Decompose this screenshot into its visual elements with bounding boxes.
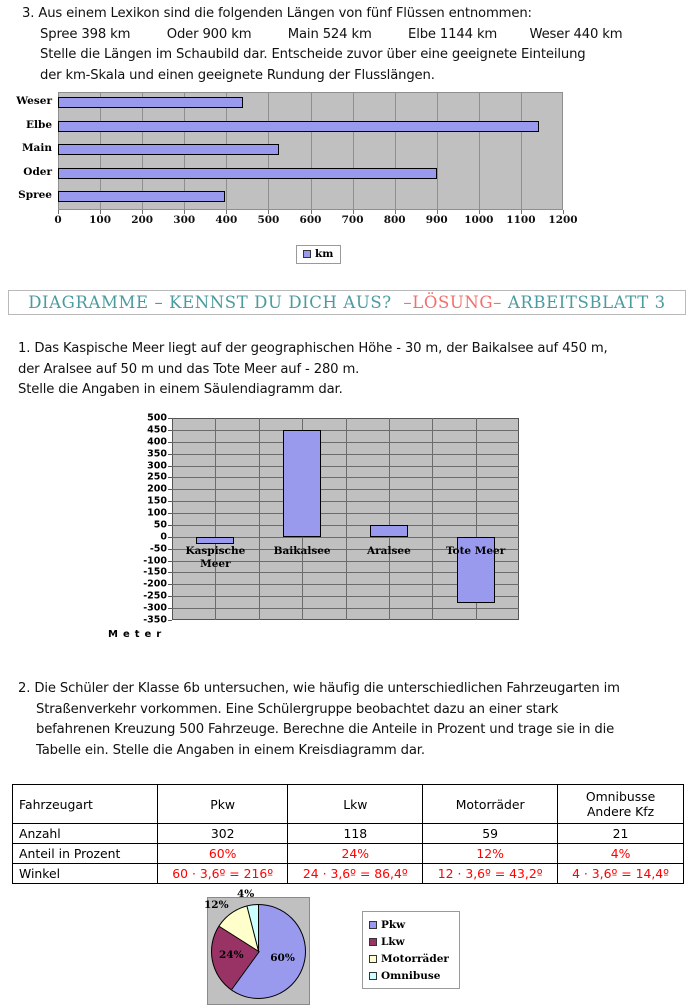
chart1-category-label: Main [21, 142, 52, 155]
chart2-gridline-vertical [259, 418, 260, 620]
chart2-category-label: Aralsee [367, 544, 411, 557]
chart2-category-label: Kaspische Meer [185, 544, 246, 570]
table-cell: 4% [558, 844, 684, 864]
chart1-bar [58, 191, 225, 202]
table-cell: 60% [158, 844, 288, 864]
chart1-bar [58, 121, 539, 132]
chart2-y-tick-label: -200 [143, 578, 167, 590]
chart2-column [370, 525, 408, 537]
table-row [13, 864, 684, 884]
pie-legend-item [369, 916, 449, 933]
chart2-y-tick [168, 620, 172, 621]
chart2-y-tick [168, 537, 172, 538]
pie-legend-label: Motorräder [381, 952, 449, 965]
chart2-y-tick-label: 150 [147, 495, 167, 507]
chart1-x-tick-label: 700 [341, 214, 364, 226]
chart2-y-tick [168, 584, 172, 585]
chart2-y-tick-label: -50 [149, 543, 167, 555]
chart2-column [283, 430, 321, 537]
banner-title-main: DIAGRAMME – KENNST DU DICH AUS? [28, 293, 404, 312]
chart2-y-tick-label: -250 [143, 590, 167, 602]
chart1-legend [296, 245, 341, 264]
chart2-y-tick-label: -300 [143, 602, 167, 614]
worksheet-title-banner [8, 290, 686, 315]
chart2-gridline-vertical [389, 418, 390, 620]
chart2-y-tick [168, 477, 172, 478]
chart1-category-row [16, 92, 563, 116]
chart2-y-tick [168, 513, 172, 514]
chart2-y-tick [168, 596, 172, 597]
chart1-x-tick-label: 100 [89, 214, 112, 226]
pie-legend-item [369, 933, 449, 950]
chart2-column [196, 537, 234, 544]
chart1-x-axis-ticks [54, 210, 578, 230]
task-1-text [18, 339, 690, 401]
chart1-x-tick-label: 0 [54, 214, 62, 226]
chart2-axis-unit-label: Meter [108, 629, 167, 640]
table-cell: 12 · 3,6º = 43,2º [423, 864, 558, 884]
banner-title-sheet: ARBEITSBLATT 3 [502, 293, 666, 312]
chart2-y-tick-label: 200 [147, 483, 167, 495]
chart1-category-row [23, 163, 563, 187]
table-cell: 21 [558, 824, 684, 844]
chart2-gridline-vertical [215, 418, 216, 620]
task-1-line-3: Stelle die Angaben in einem Säulendiagramm dar. [18, 382, 343, 397]
chart2-y-tick-label: -100 [143, 555, 167, 567]
table-cell: 24 · 3,6º = 86,4º [288, 864, 423, 884]
chart2-y-tick [168, 572, 172, 573]
lake-elevations-column-chart [143, 412, 519, 626]
table-cell: 59 [423, 824, 558, 844]
chart2-gridline-vertical [346, 418, 347, 620]
chart2-y-tick-label: 0 [160, 531, 167, 543]
chart2-y-tick [168, 454, 172, 455]
chart2-y-tick [168, 489, 172, 490]
pie-legend-swatch [369, 938, 377, 946]
pie-legend [362, 911, 460, 989]
chart1-x-tick-label: 1100 [506, 214, 536, 226]
chart1-category-label: Oder [23, 165, 52, 178]
table-row [13, 844, 684, 864]
chart2-y-tick-label: 250 [147, 471, 167, 483]
table-row-header: Winkel [13, 864, 158, 884]
chart1-x-tick-label: 200 [131, 214, 154, 226]
task-2-line-2: Straßenverkehr vorkommen. Eine Schülergruppe beobachtet dazu an einer stark [36, 701, 559, 717]
table-row-header: Anteil in Prozent [13, 844, 158, 864]
table-cell: Motorräder [423, 785, 558, 824]
chart1-x-tick-label: 800 [383, 214, 406, 226]
chart2-y-tick-label: 450 [147, 424, 167, 436]
chart2-y-tick-label: 400 [147, 436, 167, 448]
task-3-line-3: Stelle die Längen im Schaubild dar. Entscheide zuvor über eine geeignete Einteilung [40, 47, 586, 62]
chart2-y-tick [168, 608, 172, 609]
table-cell: 302 [158, 824, 288, 844]
pie-percentage-label: 60% [270, 952, 295, 965]
chart2-y-tick-label: -350 [143, 614, 167, 626]
pie-legend-swatch [369, 955, 377, 963]
chart2-y-axis-labels [132, 412, 172, 626]
vehicle-types-table [12, 784, 684, 884]
pie-legend-label: Pkw [381, 918, 406, 931]
chart1-x-tick-label: 400 [215, 214, 238, 226]
task-1-line-2: der Aralsee auf 50 m und das Tote Meer auf - 280 m. [18, 361, 360, 377]
task-3-line-4: der km-Skala und einen geeignete Rundung der Flusslängen. [40, 67, 435, 83]
chart1-category-label: Weser [16, 95, 52, 107]
chart2-category-label: Tote Meer [445, 544, 506, 557]
chart2-y-tick [168, 430, 172, 431]
chart1-category-label: Elbe [25, 118, 52, 131]
chart1-x-tick-label: 600 [299, 214, 322, 226]
table-cell: 24% [288, 844, 423, 864]
chart2-y-tick [168, 442, 172, 443]
chart1-x-tick-label: 1200 [548, 214, 578, 226]
pie-percentage-label: 24% [218, 949, 244, 962]
table-cell: 12% [423, 844, 558, 864]
table-cell: 118 [288, 824, 423, 844]
chart1-category-row [25, 116, 563, 140]
chart2-y-tick [168, 501, 172, 502]
task-3-line-1: 3. Aus einem Lexikon sind die folgenden Längen von fünf Flüssen entnommen: [22, 6, 532, 21]
table-cell: Omnibusse Andere Kfz [558, 785, 684, 824]
chart2-y-tick-label: -150 [143, 566, 167, 578]
table-cell: 4 · 3,6º = 14,4º [558, 864, 684, 884]
river-lengths-bar-chart [16, 92, 578, 226]
pie-slice-divider [258, 904, 259, 951]
chart1-bar [58, 97, 243, 108]
pie-legend-label: Omnibuse [381, 969, 441, 982]
task-2-line-4: Tabelle ein. Stelle die Angaben in einem Kreisdiagramm dar. [36, 742, 425, 758]
task-2-line-1: 2. Die Schüler der Klasse 6b untersuchen, wie häufig die unterschiedlichen Fahrzeugarten im [18, 681, 620, 696]
pie-percentage-label: 12% [204, 899, 229, 911]
chart1-bar [58, 168, 437, 179]
chart1-x-tick-label: 1000 [464, 214, 494, 226]
chart2-y-tick-label: 500 [147, 412, 167, 424]
chart2-y-tick-label: 100 [147, 507, 167, 519]
table-cell: Pkw [158, 785, 288, 824]
pie-legend-item [369, 950, 449, 967]
pie-percentage-label: 4% [237, 888, 255, 900]
chart2-y-tick [168, 525, 172, 526]
legend-swatch-km [303, 250, 311, 258]
pie-legend-swatch [369, 921, 377, 929]
chart1-bar [58, 144, 279, 155]
table-row [13, 785, 684, 824]
pie-legend-item [369, 967, 449, 984]
chart2-y-tick-label: 50 [153, 519, 167, 531]
chart1-x-tick-label: 500 [257, 214, 280, 226]
task-1-line-1: 1. Das Kaspische Meer liegt auf der geographischen Höhe - 30 m, der Baikalsee auf 450 m, [18, 341, 608, 356]
task-3-line-2: Spree 398 km Oder 900 km Main 524 km Elbe 1144 km Weser 440 km [40, 26, 623, 42]
table-row-header: Fahrzeugart [13, 785, 158, 824]
chart1-category-row [21, 139, 563, 163]
table-cell: Lkw [288, 785, 423, 824]
pie-legend-label: Lkw [381, 935, 405, 948]
chart1-x-tick-label: 300 [173, 214, 196, 226]
pie-legend-swatch [369, 972, 377, 980]
task-2-text [18, 679, 690, 761]
table-row-header: Anzahl [13, 824, 158, 844]
chart2-y-tick [168, 418, 172, 419]
chart2-y-tick-label: 300 [147, 460, 167, 472]
chart2-gridline-vertical [432, 418, 433, 620]
chart2-y-tick [168, 466, 172, 467]
chart1-x-tick-label: 900 [425, 214, 448, 226]
task-2-line-3: befahrenen Kreuzung 500 Fahrzeuge. Berechne die Anteile in Prozent und trage sie in die [36, 722, 615, 737]
chart1-category-row [18, 186, 563, 210]
chart2-category-label: Baikalsee [273, 544, 331, 557]
chart1-category-label: Spree [18, 189, 52, 202]
task-3-text [22, 4, 690, 86]
table-cell: 60 · 3,6º = 216º [158, 864, 288, 884]
chart1-legend-label-km: km [315, 248, 334, 260]
table-row [13, 824, 684, 844]
chart2-y-tick-label: 350 [147, 448, 167, 460]
banner-title-solution: –LÖSUNG– [403, 293, 503, 312]
